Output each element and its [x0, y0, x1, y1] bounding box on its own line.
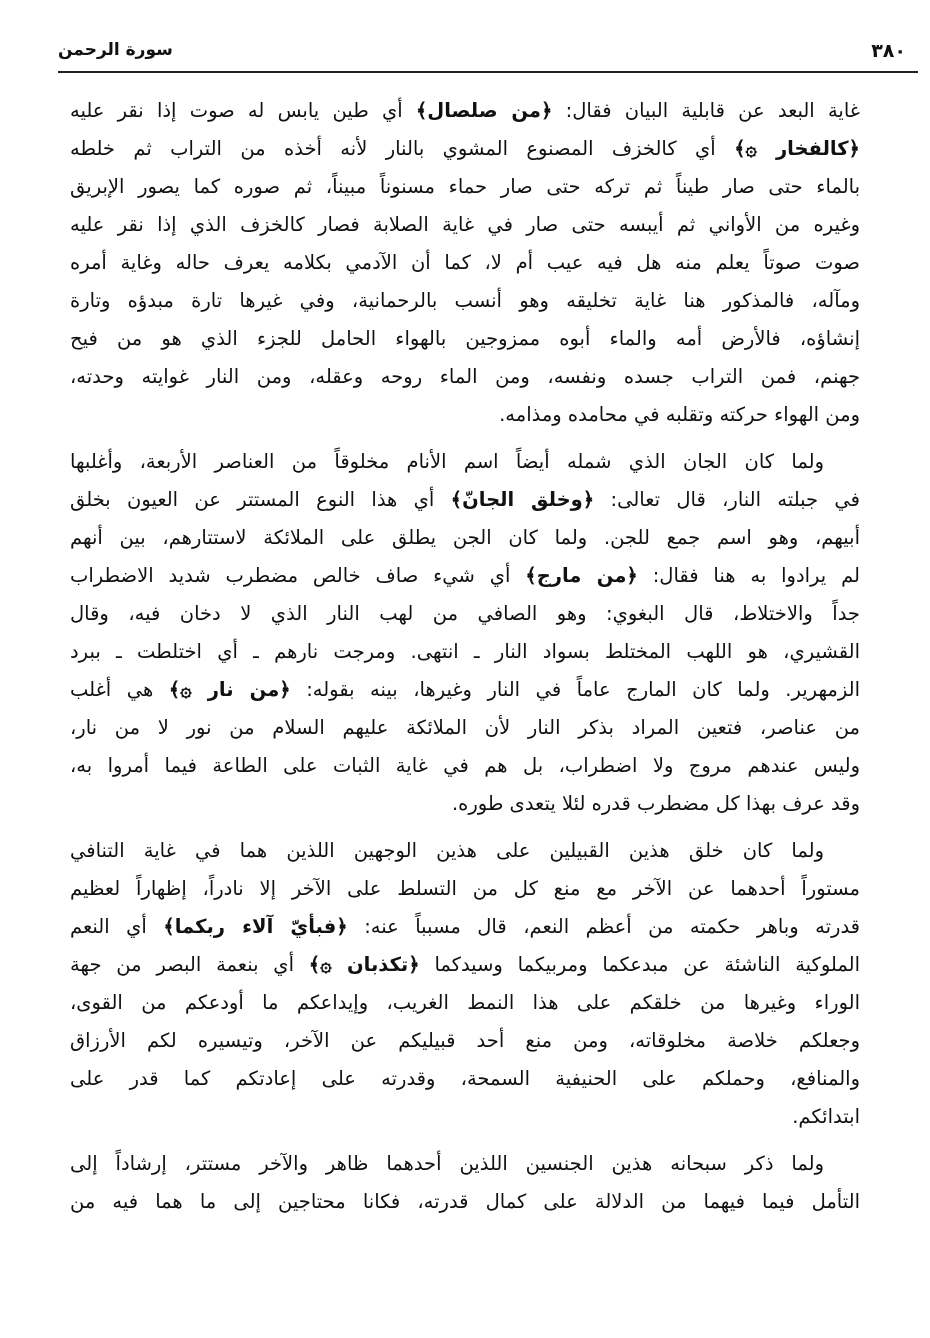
quran-quote: ﴿فبأيّ آلاء ربكما﴾ — [163, 915, 348, 938]
paragraph — [70, 443, 860, 823]
quran-quote: ﴿تكذبان ۞﴾ — [308, 953, 420, 976]
line-text: إنشاؤه، فالأرض أمه والماء أبوه ممزوجين بالهواء الحامل للجزء الذي هو من فيح — [70, 327, 860, 350]
text-line — [70, 785, 860, 823]
page-number: ٣٨٠ — [871, 40, 906, 62]
line-text: صوت صوتاً يعلم منه هل فيه عيب أم لا، كما أن الآدمي بكلامه يعرف حاله وغاية أمره — [70, 251, 860, 274]
line-text: والمنافع، وحملكم على الحنيفية السمحة، وقدرته على إعادتكم كما قدر على — [70, 1067, 860, 1090]
line-text: بالماء حتى صار طيناً ثم تركه حتى صار حماء مسنوناً مبيناً، ثم صوره كما يصور الإبريق — [70, 175, 860, 198]
text-line — [70, 519, 860, 557]
text-line — [70, 832, 860, 870]
text-line — [70, 1145, 860, 1183]
quran-quote: ﴿كالفخار ۞﴾ — [734, 137, 860, 160]
line-text: ولما كان الجان الذي شمله أيضاً اسم الأنام مخلوقاً من العناصر الأربعة، وأغلبها — [70, 450, 824, 473]
line-text: أي هذا النوع المستتر عن العيون بخلق — [70, 488, 451, 511]
text-line — [70, 1022, 860, 1060]
line-text: وغيره من الأواني ثم أيبسه حتى صار في غاية الصلابة فصار كالخزف الذي إذا نقر عليه — [70, 213, 860, 236]
quran-quote: ﴿من مارج﴾ — [525, 564, 638, 587]
line-text: التأمل فيما فيهما من الدلالة على كمال قدرته، فكانا محتاجين إلى ما هما فيه من — [70, 1190, 860, 1213]
line-text: أي طين يابس له صوت إذا نقر عليه — [70, 99, 416, 122]
line-text: قدرته وباهر حكمته من أعظم النعم، قال مسبباً عنه: — [347, 915, 860, 938]
line-text: جداً والاختلاط، قال البغوي: وهو الصافي من لهب النار الذي لا دخان فيه، وقال — [70, 602, 860, 625]
text-line — [70, 870, 860, 908]
line-text: وقد عرف بهذا كل مضطرب قدره لئلا يتعدى طوره. — [451, 792, 860, 815]
quran-quote: ﴿من صلصال﴾ — [415, 99, 553, 122]
line-text: أي كالخزف المصنوع المشوي بالنار لأنه أخذه من التراب ثم خلطه — [70, 137, 735, 160]
page-body — [70, 92, 860, 1230]
line-text: أبيهم، وهو اسم جمع للجن. ولما كان الجن يطلق على الملائكة لاستتارهم، بين أنهم — [70, 526, 860, 549]
text-line — [70, 671, 860, 709]
text-line — [70, 320, 860, 358]
text-line — [70, 747, 860, 785]
line-text: الوراء وغيرها من خلقكم على هذا النمط الغريب، وإيداعكم ما أودعكم من القوى، — [70, 991, 860, 1014]
line-text: في جبلته النار، قال تعالى: — [594, 488, 860, 511]
text-line — [70, 358, 860, 396]
text-line — [70, 633, 860, 671]
line-text: مستوراً أحدهما عن الآخر مع منع كل من التسلط على الآخر إلا نادراً، إظهاراً لعظيم — [70, 877, 860, 900]
text-line — [70, 984, 860, 1022]
text-line — [70, 1183, 860, 1221]
line-text: ومآله، فالمذكور هنا غاية تخليقه وهو أنسب بالرحمانية، وفي غيرها تارة مبدؤه وتارة — [70, 289, 860, 312]
line-text: القشيري، هو اللهب المختلط بسواد النار ـ انتهى. ومرجت نارهم ـ أي اختلطت ـ ببرد — [70, 640, 860, 663]
line-text: وليس عندهم مروج ولا اضطراب، بل هم في غاية الثبات على الطاعة فيما أمروا به، — [70, 754, 860, 777]
text-line — [70, 168, 860, 206]
line-text: ولما ذكر سبحانه هذين الجنسين اللذين أحدهما ظاهر والآخر مستتر، إرشاداً إلى — [70, 1152, 824, 1175]
text-line — [70, 396, 860, 434]
text-line — [70, 946, 860, 984]
line-text: وجعلكم خلاصة مخلوقاته، ومن منع أحد قبيليكم عن الآخر، وتيسيره لكم الأرزاق — [70, 1029, 860, 1052]
line-text: أي شيء صاف خالص مضطرب شديد الاضطراب — [70, 564, 526, 587]
quran-quote: ﴿من نار ۞﴾ — [168, 678, 291, 701]
line-text: ولما كان خلق هذين القبيلين على هذين الوجهين اللذين هما في غاية التنافي — [70, 839, 824, 862]
text-line — [70, 481, 860, 519]
quran-quote: ﴿وخلق الجانّ﴾ — [450, 488, 595, 511]
header-rule — [58, 71, 918, 73]
text-line — [70, 92, 860, 130]
text-line — [70, 595, 860, 633]
line-text: ومن الهواء حركته وتقلبه في محامده ومذامه. — [499, 403, 860, 426]
text-line — [70, 443, 860, 481]
text-line — [70, 557, 860, 595]
line-text: لم يرادوا به هنا فقال: — [637, 564, 860, 587]
text-line — [70, 282, 860, 320]
line-text: ابتدائكم. — [792, 1105, 860, 1128]
paragraph — [70, 832, 860, 1136]
text-line — [70, 1060, 860, 1098]
line-text: أي النعم — [70, 915, 164, 938]
line-text: الزمهرير. ولما كان المارج عاماً في النار وغيرها، بينه بقوله: — [290, 678, 860, 701]
text-line — [70, 130, 860, 168]
text-line — [70, 908, 860, 946]
line-text: جهنم، فمن التراب جسده ونفسه، ومن الماء روحه وعقله، ومن النار غوايته وحدته، — [70, 365, 860, 388]
line-text: أي بنعمة البصر من جهة — [70, 953, 309, 976]
paragraph — [70, 1145, 860, 1221]
text-line — [70, 244, 860, 282]
paragraph — [70, 92, 860, 434]
line-text: غاية البعد عن قابلية البيان فقال: — [552, 99, 860, 122]
text-line — [70, 709, 860, 747]
running-header — [58, 36, 918, 70]
text-line — [70, 206, 860, 244]
line-text: من عناصر، فتعين المراد بذكر النار لأن الملائكة عليهم السلام من نور لا من نار، — [70, 716, 860, 739]
text-line — [70, 1098, 860, 1136]
line-text: هي أغلب — [70, 678, 169, 701]
line-text: الملوكية الناشئة عن مبدعكما ومربيكما وسيدكما — [419, 953, 860, 976]
surah-title: سورة الرحمن — [58, 40, 173, 60]
